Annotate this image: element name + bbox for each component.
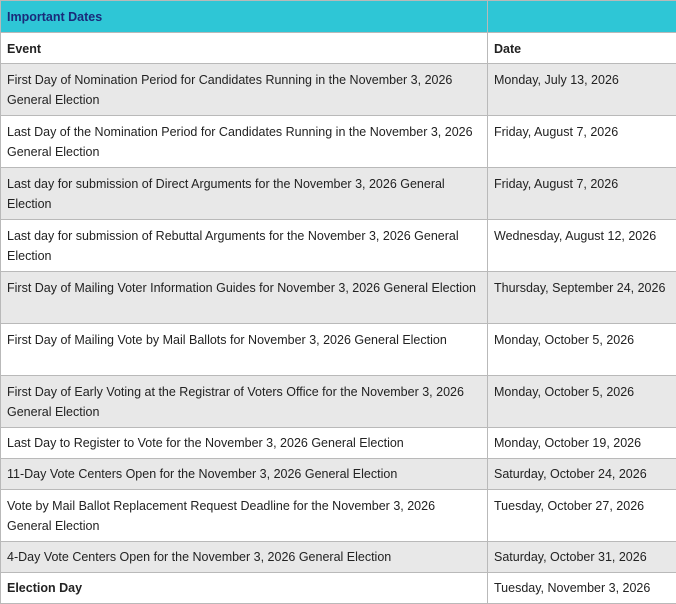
date-cell: Friday, August 7, 2026 — [488, 116, 676, 168]
table-row — [1, 324, 676, 376]
event-cell: 11-Day Vote Centers Open for the November 3, 2026 General Election — [1, 459, 488, 490]
date-cell: Monday, October 5, 2026 — [488, 376, 676, 428]
event-cell: Last day for submission of Direct Arguments for the November 3, 2026 General Election — [1, 168, 488, 220]
event-cell: First Day of Nomination Period for Candidates Running in the November 3, 2026 General Election — [1, 64, 488, 116]
date-cell: Friday, August 7, 2026 — [488, 168, 676, 220]
date-cell: Saturday, October 31, 2026 — [488, 542, 676, 573]
event-cell: Last Day of the Nomination Period for Candidates Running in the November 3, 2026 General Election — [1, 116, 488, 168]
table-row — [1, 116, 676, 168]
column-header-date: Date — [488, 33, 676, 64]
table-row — [1, 573, 676, 604]
date-cell: Tuesday, November 3, 2026 — [488, 573, 676, 604]
date-cell: Wednesday, August 12, 2026 — [488, 220, 676, 272]
table-title-row — [1, 1, 676, 33]
table-row — [1, 168, 676, 220]
event-cell: Election Day — [1, 573, 488, 604]
event-cell: First Day of Early Voting at the Registrar of Voters Office for the November 3, 2026 General Election — [1, 376, 488, 428]
event-cell: Last Day to Register to Vote for the November 3, 2026 General Election — [1, 428, 488, 459]
date-cell: Tuesday, October 27, 2026 — [488, 490, 676, 542]
date-cell: Thursday, September 24, 2026 — [488, 272, 676, 324]
column-header-event: Event — [1, 33, 488, 64]
table-title: Important Dates — [1, 1, 488, 33]
table-row — [1, 459, 676, 490]
date-cell: Saturday, October 24, 2026 — [488, 459, 676, 490]
event-cell: Vote by Mail Ballot Replacement Request Deadline for the November 3, 2026 General Election — [1, 490, 488, 542]
table-header-row — [1, 33, 676, 64]
table-row — [1, 376, 676, 428]
date-cell: Monday, October 5, 2026 — [488, 324, 676, 376]
table-row — [1, 272, 676, 324]
event-cell: 4-Day Vote Centers Open for the November 3, 2026 General Election — [1, 542, 488, 573]
event-cell: First Day of Mailing Voter Information Guides for November 3, 2026 General Election — [1, 272, 488, 324]
event-cell: Last day for submission of Rebuttal Arguments for the November 3, 2026 General Election — [1, 220, 488, 272]
table-title-empty-cell — [488, 1, 676, 33]
table-row — [1, 428, 676, 459]
table-row — [1, 490, 676, 542]
event-cell: First Day of Mailing Vote by Mail Ballots for November 3, 2026 General Election — [1, 324, 488, 376]
table-row — [1, 64, 676, 116]
date-cell: Monday, July 13, 2026 — [488, 64, 676, 116]
table-row — [1, 542, 676, 573]
date-cell: Monday, October 19, 2026 — [488, 428, 676, 459]
table-row — [1, 220, 676, 272]
